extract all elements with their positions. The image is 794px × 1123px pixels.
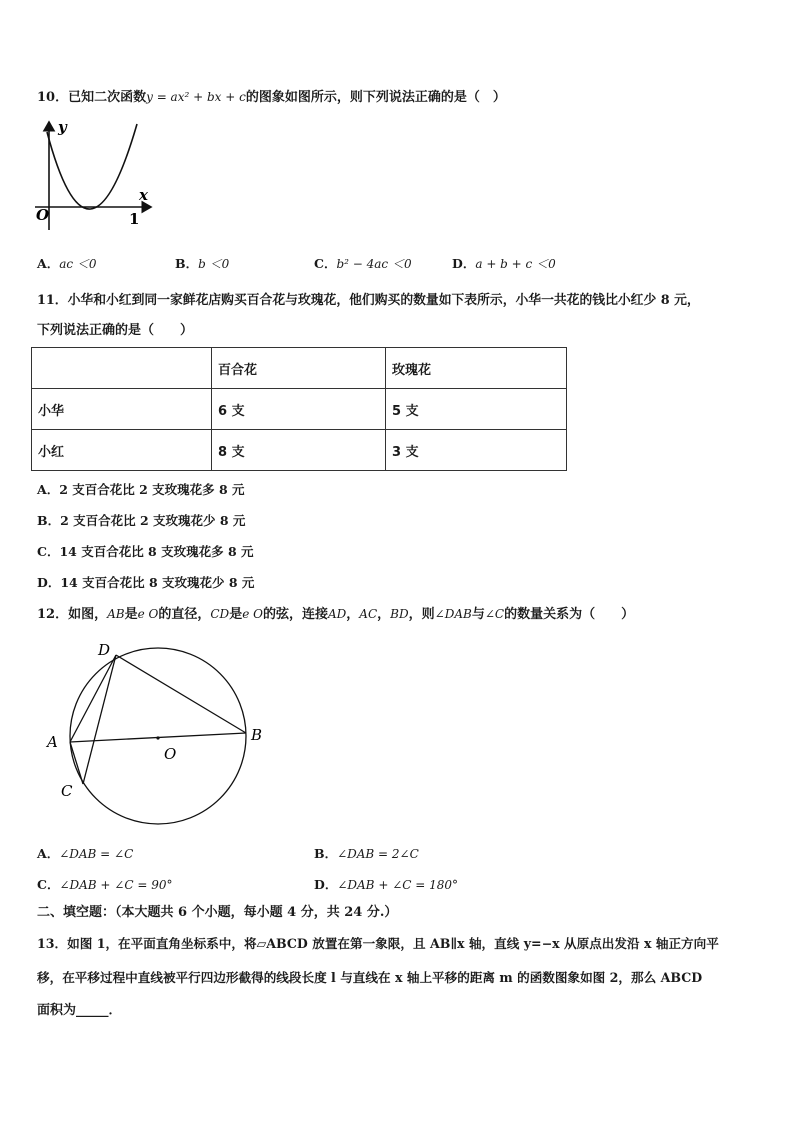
q10-option-c[interactable]: C．b² − 4ac ＜0 bbox=[314, 256, 412, 271]
table-header-lily: 百合花 bbox=[212, 348, 386, 389]
q12-chord-ac bbox=[70, 742, 83, 784]
q11-option-a[interactable]: A．2 支百合花比 2 支玫瑰花多 8 元 bbox=[37, 482, 245, 497]
q10-origin-label: O bbox=[36, 206, 50, 224]
q10-tick-label: 1 bbox=[129, 210, 140, 228]
q12-center-point bbox=[156, 736, 159, 739]
q12-chord-db bbox=[116, 655, 246, 733]
table-cell: 小华 bbox=[32, 389, 212, 430]
q12-option-a[interactable]: A．∠DAB = ∠C bbox=[37, 846, 134, 861]
q12-label-o: O bbox=[164, 745, 177, 763]
q10-option-d[interactable]: D．a + b + c ＜0 bbox=[452, 256, 556, 271]
q12-label-b: B bbox=[251, 726, 263, 744]
q10-parabola-graph bbox=[33, 118, 153, 233]
table-header-row bbox=[32, 348, 567, 389]
table-row bbox=[32, 389, 567, 430]
q12-label-c: C bbox=[61, 782, 73, 800]
q12-chord-cd bbox=[83, 655, 116, 784]
q11-stem-line1: 11．小华和小红到同一家鲜花店购买百合花与玫瑰花，他们购买的数量如下表所示，小华一共花的钱比小红少 8 元， bbox=[37, 293, 700, 308]
q10-option-b[interactable]: B．b ＜0 bbox=[175, 256, 230, 271]
table-cell: 5 支 bbox=[386, 389, 567, 430]
q10-formula: y = ax² + bx + c bbox=[146, 90, 246, 104]
q12-circle bbox=[70, 648, 246, 824]
q10-y-label: y bbox=[58, 118, 67, 136]
q11-option-d[interactable]: D．14 支百合花比 8 支玫瑰花少 8 元 bbox=[37, 575, 255, 590]
q10-stem-prefix: 10．已知二次函数 bbox=[37, 90, 147, 105]
table-cell: 6 支 bbox=[212, 389, 386, 430]
q11-stem-line2: 下列说法正确的是（ ） bbox=[37, 323, 194, 338]
q10-option-a[interactable]: A．ac ＜0 bbox=[37, 256, 97, 271]
q11-option-b[interactable]: B．2 支百合花比 2 支玫瑰花少 8 元 bbox=[37, 513, 246, 528]
q11-option-c[interactable]: C．14 支百合花比 8 支玫瑰花多 8 元 bbox=[37, 544, 254, 559]
q10-parabola-curve bbox=[47, 124, 137, 209]
q12-option-b[interactable]: B．∠DAB = 2∠C bbox=[314, 846, 419, 861]
q12-option-c[interactable]: C．∠DAB + ∠C = 90° bbox=[37, 877, 173, 892]
q12-label-a: A bbox=[47, 733, 58, 751]
q10-x-label: x bbox=[139, 186, 148, 204]
q12-chord-ad bbox=[70, 655, 116, 742]
table-cell: 3 支 bbox=[386, 430, 567, 471]
q11-table bbox=[31, 347, 567, 471]
table-row bbox=[32, 430, 567, 471]
table-cell bbox=[32, 348, 212, 389]
q13-stem-line3: 面积为_____． bbox=[37, 1003, 122, 1018]
q10-stem-suffix: 的图象如图所示，则下列说法正确的是（ ） bbox=[245, 90, 506, 105]
q12-circle-figure bbox=[40, 638, 280, 838]
table-cell: 8 支 bbox=[212, 430, 386, 471]
q12-stem: 12．如图，AB是e O的直径，CD是e O的弦，连接AD，AC，BD，则∠DAB与∠C的数量关系为（ ） bbox=[37, 607, 635, 622]
section2-title: 二、填空题：（本大题共 6 个小题，每小题 4 分，共 24 分.） bbox=[37, 905, 398, 920]
q12-option-d[interactable]: D．∠DAB + ∠C = 180° bbox=[314, 877, 459, 892]
q13-stem-line1: 13．如图 1，在平面直角坐标系中，将▱ABCD 放置在第一象限，且 AB∥x 轴，直线 y=−x 从原点出发沿 x 轴正方向平 bbox=[37, 936, 719, 951]
table-cell: 小红 bbox=[32, 430, 212, 471]
q13-stem-line2: 移，在平移过程中直线被平行四边形截得的线段长度 l 与直线在 x 轴上平移的距离 m 的函数图象如图 2，那么 ABCD bbox=[37, 970, 703, 985]
q10-stem bbox=[37, 88, 506, 107]
q12-label-d: D bbox=[98, 641, 111, 659]
table-header-rose: 玫瑰花 bbox=[386, 348, 567, 389]
